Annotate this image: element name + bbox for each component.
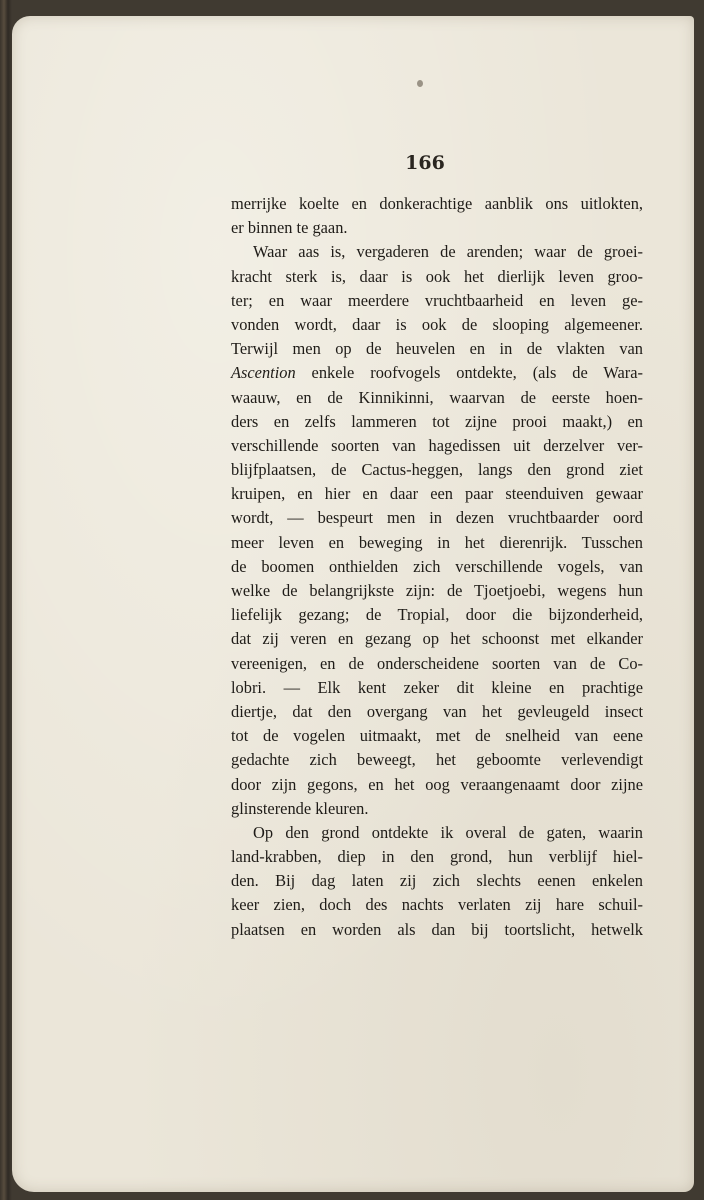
italic-place-name: Ascention: [231, 363, 296, 383]
text-line: de boomen onthielden zich verschillende vogels, van: [231, 556, 643, 576]
text-line: verschillende soorten van hagedissen uit derzelver ver-: [231, 435, 643, 455]
text-line: gedachte zich beweegt, het geboomte verlevendigt: [231, 750, 643, 770]
text-line: diertje, dat den overgang van het gevleugeld insect: [231, 701, 643, 721]
text-line: kruipen, en hier en daar een paar steenduiven gewaar: [231, 484, 643, 504]
text-line: wordt, — bespeurt men in dezen vruchtbaarder oord: [231, 508, 643, 528]
text-line: merrijke koelte en donkerachtige aanblik ons uitlokten,: [231, 194, 643, 213]
text-line: welke de belangrijkste zijn: de Tjoetjoebi, wegens hun: [231, 581, 643, 600]
text-line: ders en zelfs lammeren tot zijne prooi maakt,) en: [231, 411, 643, 431]
text-line-rest: enkele roofvogels ontdekte, (als de Wara-: [295, 363, 643, 383]
page-number: 166: [405, 152, 445, 174]
text-line: land-krabben, diep in den grond, hun verblijf hiel-: [231, 847, 643, 867]
text-line: meer leven en beweging in het dierenrijk. Tusschen: [231, 532, 643, 552]
body-text: [231, 192, 643, 942]
text-line: lobri. — Elk kent zeker dit kleine en prachtige: [231, 677, 643, 697]
text-line: vonden wordt, daar is ook de slooping algemeener.: [231, 314, 643, 334]
text-line: tot de vogelen uitmaakt, met de snelheid van eene: [231, 726, 643, 746]
text-line: blijfplaatsen, de Cactus-heggen, langs den grond ziet: [231, 460, 643, 480]
text-line: liefelijk gezang; de Tropial, door die bijzonderheid,: [231, 605, 643, 625]
text-line: waauw, en de Kinnikinni, waarvan de eerste hoen-: [231, 387, 643, 407]
text-line: Waar aas is, vergaderen de arenden; waar de groei-: [253, 242, 643, 262]
text-line: Op den grond ontdekte ik overal de gaten, waarin: [253, 822, 643, 842]
text-line: glinsterende kleuren.: [231, 798, 369, 818]
text-line: den. Bij dag laten zij zich slechts eenen enkelen: [231, 871, 643, 891]
text-line: Terwijl men op de heuvelen en in de vlakten van: [231, 339, 643, 359]
text-line: ter; en waar meerdere vruchtbaarheid en leven ge-: [231, 290, 643, 310]
text-line: keer zien, doch des nachts verlaten zij hare schuil-: [231, 895, 643, 915]
text-line: kracht sterk is, daar is ook het dierlijk leven groo-: [231, 266, 643, 286]
text-line: dat zij veren en gezang op het schoonst met elkander: [231, 629, 643, 649]
text-line: plaatsen en worden als dan bij toortslicht, hetwelk: [231, 919, 643, 939]
text-line: [231, 361, 643, 385]
text-line: door zijn gegons, en het oog veraangenaamt door zijne: [231, 774, 643, 794]
ink-spot: [417, 80, 423, 87]
text-line: vereenigen, en de onderscheidene soorten van de Co-: [231, 653, 643, 673]
text-line: er binnen te gaan.: [231, 218, 348, 238]
